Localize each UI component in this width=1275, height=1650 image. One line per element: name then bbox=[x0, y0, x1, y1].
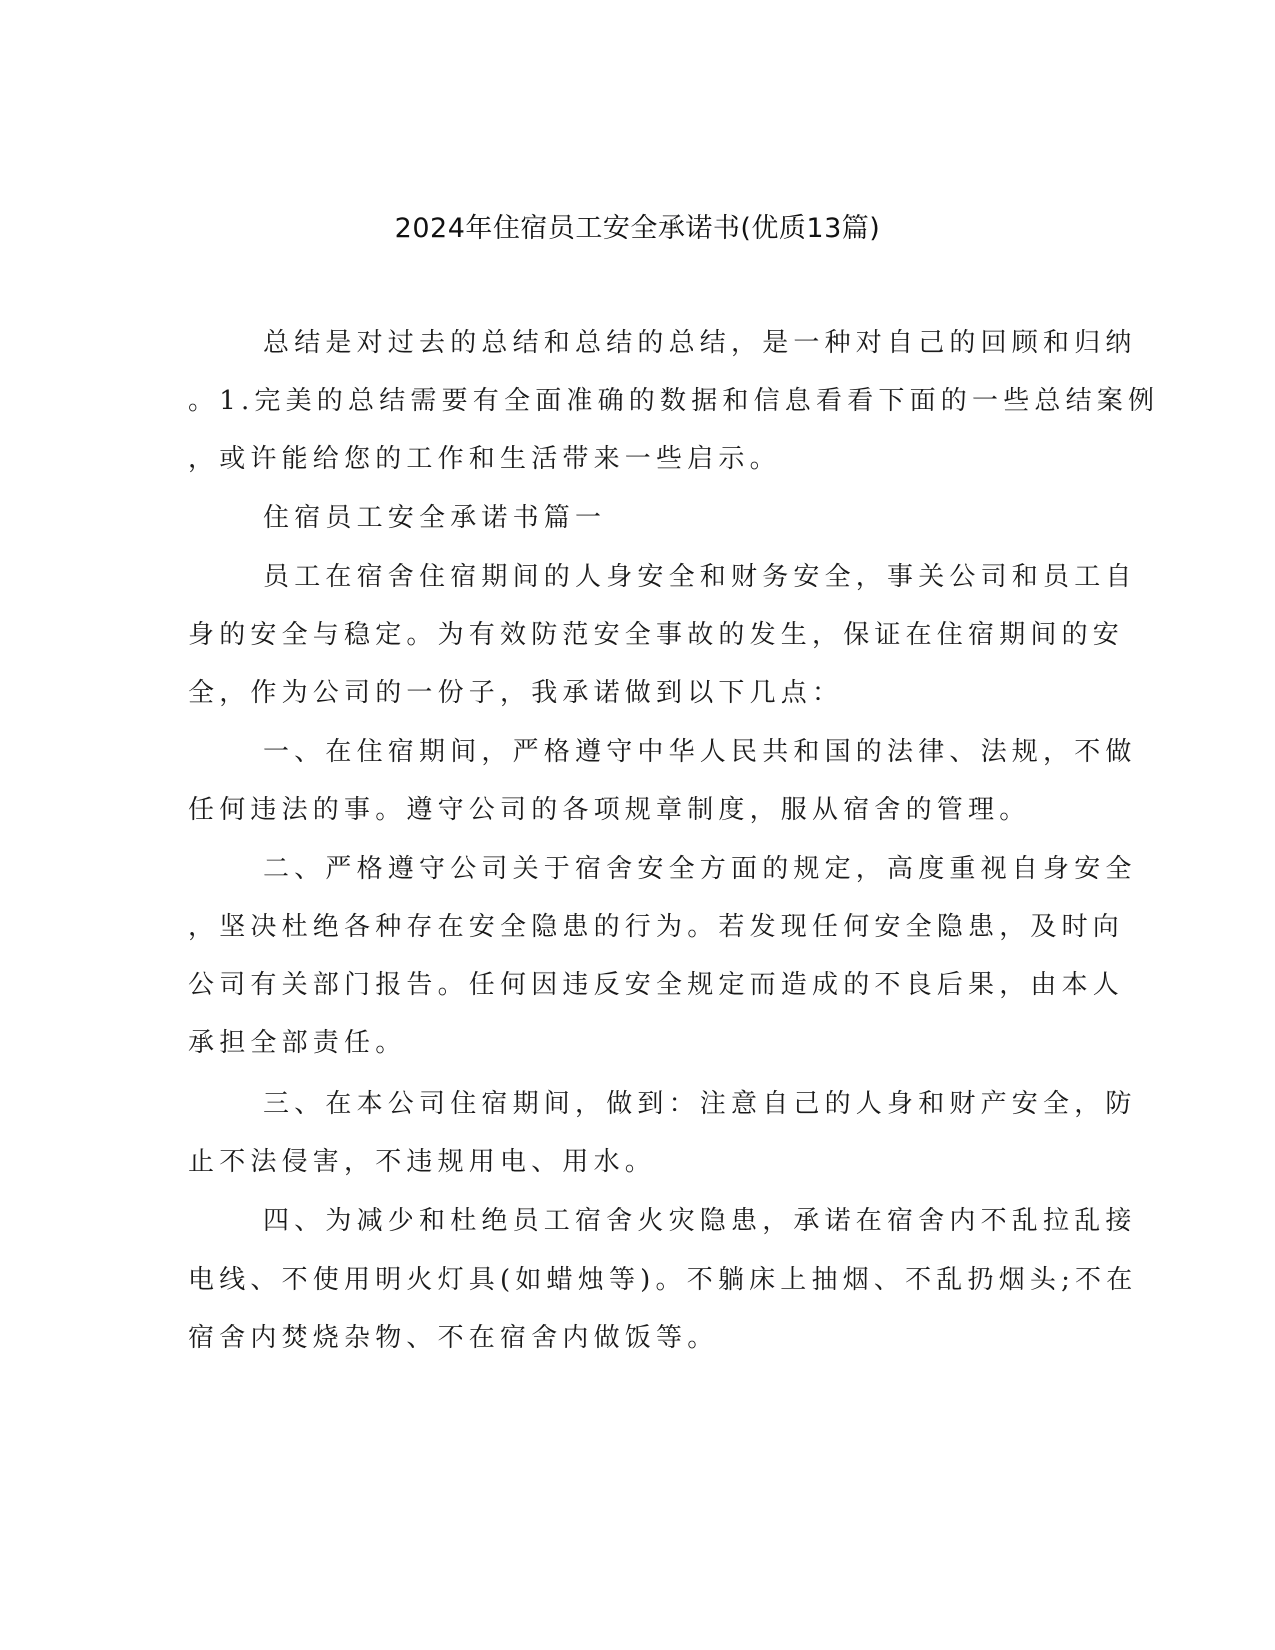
paragraph-line: 身的安全与稳定。为有效防范安全事故的发生，保证在住宿期间的安 bbox=[188, 620, 1125, 650]
section-heading: 住宿员工安全承诺书篇一 bbox=[263, 503, 607, 533]
paragraph-line: 电线、不使用明火灯具(如蜡烛等)。不躺床上抽烟、不乱扔烟头;不在 bbox=[188, 1265, 1138, 1295]
paragraph-line: 二、严格遵守公司关于宿舍安全方面的规定，高度重视自身安全 bbox=[263, 854, 1137, 884]
paragraph-line: 。1.完美的总结需要有全面准确的数据和信息看看下面的一些总结案例 bbox=[188, 386, 1160, 416]
paragraph-line: ，坚决杜绝各种存在安全隐患的行为。若发现任何安全隐患，及时向 bbox=[188, 912, 1125, 942]
paragraph-line: 止不法侵害，不违规用电、用水。 bbox=[188, 1147, 657, 1177]
paragraph-line: 承担全部责任。 bbox=[188, 1028, 407, 1058]
paragraph-line: 任何违法的事。遵守公司的各项规章制度，服从宿舍的管理。 bbox=[188, 795, 1031, 825]
paragraph-line: 公司有关部门报告。任何因违反安全规定而造成的不良后果，由本人 bbox=[188, 970, 1125, 1000]
paragraph-line: 一、在住宿期间，严格遵守中华人民共和国的法律、法规，不做 bbox=[263, 737, 1137, 767]
paragraph-line: 总结是对过去的总结和总结的总结，是一种对自己的回顾和归纳 bbox=[263, 328, 1137, 358]
paragraph-line: 员工在宿舍住宿期间的人身安全和财务安全，事关公司和员工自 bbox=[263, 562, 1137, 592]
paragraph-line: 全，作为公司的一份子，我承诺做到以下几点： bbox=[188, 678, 844, 708]
paragraph-line: 三、在本公司住宿期间，做到：注意自己的人身和财产安全，防 bbox=[263, 1089, 1137, 1119]
paragraph-line: ，或许能给您的工作和生活带来一些启示。 bbox=[188, 444, 781, 474]
paragraph-line: 四、为减少和杜绝员工宿舍火灾隐患，承诺在宿舍内不乱拉乱接 bbox=[263, 1206, 1137, 1236]
paragraph-line: 宿舍内焚烧杂物、不在宿舍内做饭等。 bbox=[188, 1323, 719, 1353]
document-title: 2024年住宿员工安全承诺书(优质13篇) bbox=[394, 213, 881, 244]
